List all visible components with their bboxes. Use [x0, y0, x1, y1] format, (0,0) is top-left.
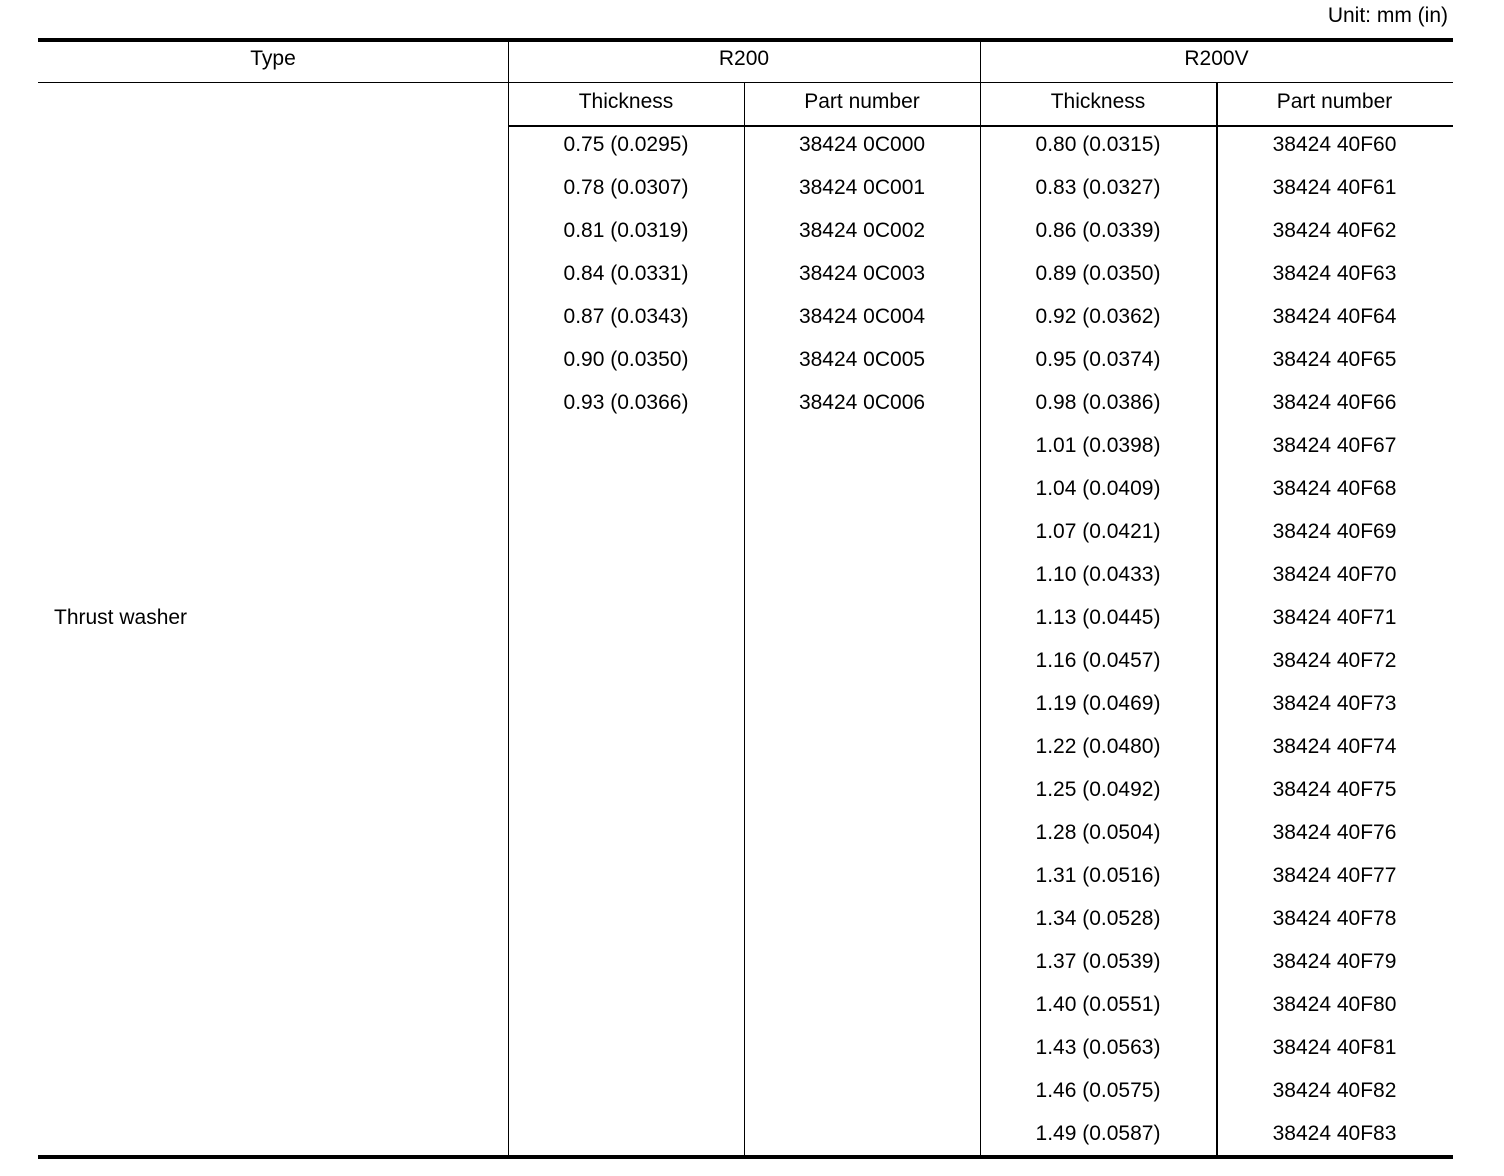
header-type: Type	[250, 47, 296, 70]
r200v-part-number-cell: 38424 40F75	[1272, 778, 1397, 801]
r200v-thickness-cell: 1.43 (0.0563)	[1035, 1036, 1161, 1059]
r200v-thickness-cell: 1.28 (0.0504)	[1035, 821, 1161, 844]
r200-part-number-cell: 38424 0C000	[798, 133, 926, 156]
header-divider	[38, 82, 1453, 83]
r200v-part-number-cell: 38424 40F67	[1272, 434, 1397, 457]
r200-part-number-cell: 38424 0C003	[798, 262, 926, 285]
r200v-thickness-cell: 1.40 (0.0551)	[1035, 993, 1161, 1016]
r200v-part-number-cell: 38424 40F83	[1272, 1122, 1397, 1145]
column-divider-type	[508, 42, 509, 1155]
r200v-part-number-cell: 38424 40F79	[1272, 950, 1397, 973]
subheader-r200v-thickness: Thickness	[1050, 90, 1146, 113]
r200v-part-number-cell: 38424 40F66	[1272, 391, 1397, 414]
r200v-part-number-cell: 38424 40F77	[1272, 864, 1397, 887]
table-top-rule	[38, 38, 1453, 42]
type-thrust-washer: Thrust washer	[54, 606, 188, 629]
r200v-thickness-cell: 0.80 (0.0315)	[1035, 133, 1161, 156]
r200-thickness-cell: 0.78 (0.0307)	[563, 176, 689, 199]
r200v-thickness-cell: 1.04 (0.0409)	[1035, 477, 1161, 500]
r200v-thickness-cell: 1.13 (0.0445)	[1035, 606, 1161, 629]
header-r200v: R200V	[1184, 47, 1249, 70]
r200v-thickness-cell: 0.95 (0.0374)	[1035, 348, 1161, 371]
r200v-part-number-cell: 38424 40F71	[1272, 606, 1397, 629]
r200v-part-number-cell: 38424 40F63	[1272, 262, 1397, 285]
subheader-r200v-part-number: Part number	[1276, 90, 1393, 113]
r200v-part-number-cell: 38424 40F61	[1272, 176, 1397, 199]
r200v-thickness-cell: 0.92 (0.0362)	[1035, 305, 1161, 328]
r200v-part-number-cell: 38424 40F70	[1272, 563, 1397, 586]
r200v-thickness-cell: 1.37 (0.0539)	[1035, 950, 1161, 973]
r200v-thickness-cell: 0.98 (0.0386)	[1035, 391, 1161, 414]
r200-thickness-cell: 0.84 (0.0331)	[563, 262, 689, 285]
table-bottom-rule	[38, 1155, 1453, 1159]
header-r200: R200	[718, 47, 770, 70]
r200v-thickness-cell: 1.10 (0.0433)	[1035, 563, 1161, 586]
r200-part-number-cell: 38424 0C001	[798, 176, 926, 199]
r200v-part-number-cell: 38424 40F69	[1272, 520, 1397, 543]
r200-thickness-cell: 0.90 (0.0350)	[563, 348, 689, 371]
r200-thickness-cell: 0.93 (0.0366)	[563, 391, 689, 414]
r200-part-number-cell: 38424 0C004	[798, 305, 926, 328]
r200v-thickness-cell: 0.86 (0.0339)	[1035, 219, 1161, 242]
r200v-part-number-cell: 38424 40F78	[1272, 907, 1397, 930]
r200v-part-number-cell: 38424 40F80	[1272, 993, 1397, 1016]
r200-part-number-cell: 38424 0C002	[798, 219, 926, 242]
r200v-thickness-cell: 1.07 (0.0421)	[1035, 520, 1161, 543]
r200v-part-number-cell: 38424 40F64	[1272, 305, 1397, 328]
unit-label: Unit: mm (in)	[1327, 4, 1448, 27]
r200-part-number-cell: 38424 0C005	[798, 348, 926, 371]
r200v-part-number-cell: 38424 40F82	[1272, 1079, 1397, 1102]
column-divider-groups	[980, 42, 981, 1155]
r200v-part-number-cell: 38424 40F74	[1272, 735, 1397, 758]
subheader-r200-part-number: Part number	[804, 90, 920, 113]
r200v-part-number-cell: 38424 40F76	[1272, 821, 1397, 844]
r200-thickness-cell: 0.75 (0.0295)	[563, 133, 689, 156]
r200v-part-number-cell: 38424 40F68	[1272, 477, 1397, 500]
r200v-part-number-cell: 38424 40F72	[1272, 649, 1397, 672]
r200v-thickness-cell: 1.49 (0.0587)	[1035, 1122, 1161, 1145]
r200v-part-number-cell: 38424 40F62	[1272, 219, 1397, 242]
r200v-thickness-cell: 0.89 (0.0350)	[1035, 262, 1161, 285]
r200v-part-number-cell: 38424 40F73	[1272, 692, 1397, 715]
r200v-thickness-cell: 1.46 (0.0575)	[1035, 1079, 1161, 1102]
r200-thickness-cell: 0.81 (0.0319)	[563, 219, 689, 242]
r200v-thickness-cell: 1.25 (0.0492)	[1035, 778, 1161, 801]
r200v-thickness-cell: 1.34 (0.0528)	[1035, 907, 1161, 930]
r200-part-number-cell: 38424 0C006	[798, 391, 926, 414]
r200v-thickness-cell: 1.01 (0.0398)	[1035, 434, 1161, 457]
r200v-part-number-cell: 38424 40F60	[1272, 133, 1397, 156]
subheader-r200-thickness: Thickness	[578, 90, 674, 113]
r200v-thickness-cell: 1.16 (0.0457)	[1035, 649, 1161, 672]
r200v-part-number-cell: 38424 40F81	[1272, 1036, 1397, 1059]
r200v-part-number-cell: 38424 40F65	[1272, 348, 1397, 371]
r200v-thickness-cell: 1.31 (0.0516)	[1035, 864, 1161, 887]
r200v-thickness-cell: 1.22 (0.0480)	[1035, 735, 1161, 758]
r200v-thickness-cell: 0.83 (0.0327)	[1035, 176, 1161, 199]
r200v-thickness-cell: 1.19 (0.0469)	[1035, 692, 1161, 715]
r200-thickness-cell: 0.87 (0.0343)	[563, 305, 689, 328]
